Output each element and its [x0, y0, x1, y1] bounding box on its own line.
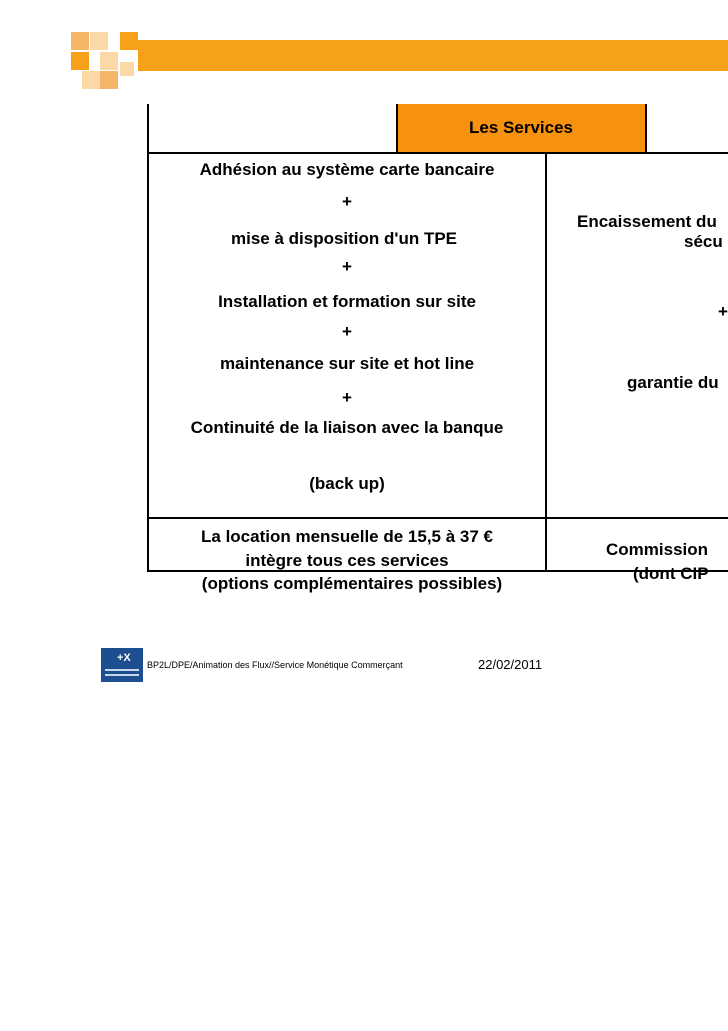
decor-square [82, 71, 100, 89]
service-line: Adhésion au système carte bancaire [199, 160, 495, 179]
service-plus: + [342, 192, 352, 211]
table-border [545, 152, 547, 572]
service-plus: + [342, 257, 352, 276]
pricing-line: intègre tous ces services [245, 551, 449, 570]
decor-square [90, 32, 108, 50]
pricing-line: La location mensuelle de 15,5 à 37 € [201, 527, 493, 546]
top-band [138, 40, 728, 71]
right-service-line: garantie du [627, 373, 719, 392]
table-border [147, 517, 728, 519]
right-pricing-line: Commission [606, 540, 709, 559]
service-line: Continuité de la liaison avec la banque [190, 418, 504, 437]
footer-text: BP2L/DPE/Animation des Flux//Service Monétique Commerçant [147, 660, 403, 670]
decor-square [100, 71, 118, 89]
service-line: mise à disposition d'un TPE [230, 229, 458, 248]
decor-square [120, 62, 134, 76]
logo-stripe [105, 674, 139, 676]
service-line: (back up) [309, 474, 385, 493]
table-border [147, 152, 728, 154]
right-pricing-line: (dont CIP [633, 564, 709, 583]
service-line: maintenance sur site et hot line [219, 354, 475, 373]
footer-date: 22/02/2011 [478, 657, 543, 672]
service-plus: + [342, 322, 352, 341]
table-border [396, 104, 398, 153]
header-title: Les Services [469, 118, 573, 137]
decor-square [100, 52, 118, 70]
table-border [147, 104, 149, 572]
logo-mark: +X [117, 652, 131, 664]
decor-square [120, 32, 138, 50]
service-plus: + [342, 388, 352, 407]
right-service-line: sécu [684, 232, 723, 251]
right-service-plus: + [718, 302, 728, 321]
bank-logo [101, 648, 143, 682]
table-border [645, 104, 647, 153]
service-line: Installation et formation sur site [218, 292, 476, 311]
right-service-line: Encaissement du [577, 212, 717, 231]
pricing-line: (options complémentaires possibles) [201, 574, 503, 593]
decor-square [71, 52, 89, 70]
header-cell [397, 104, 645, 152]
logo-stripe [105, 669, 139, 671]
decor-square [71, 32, 89, 50]
